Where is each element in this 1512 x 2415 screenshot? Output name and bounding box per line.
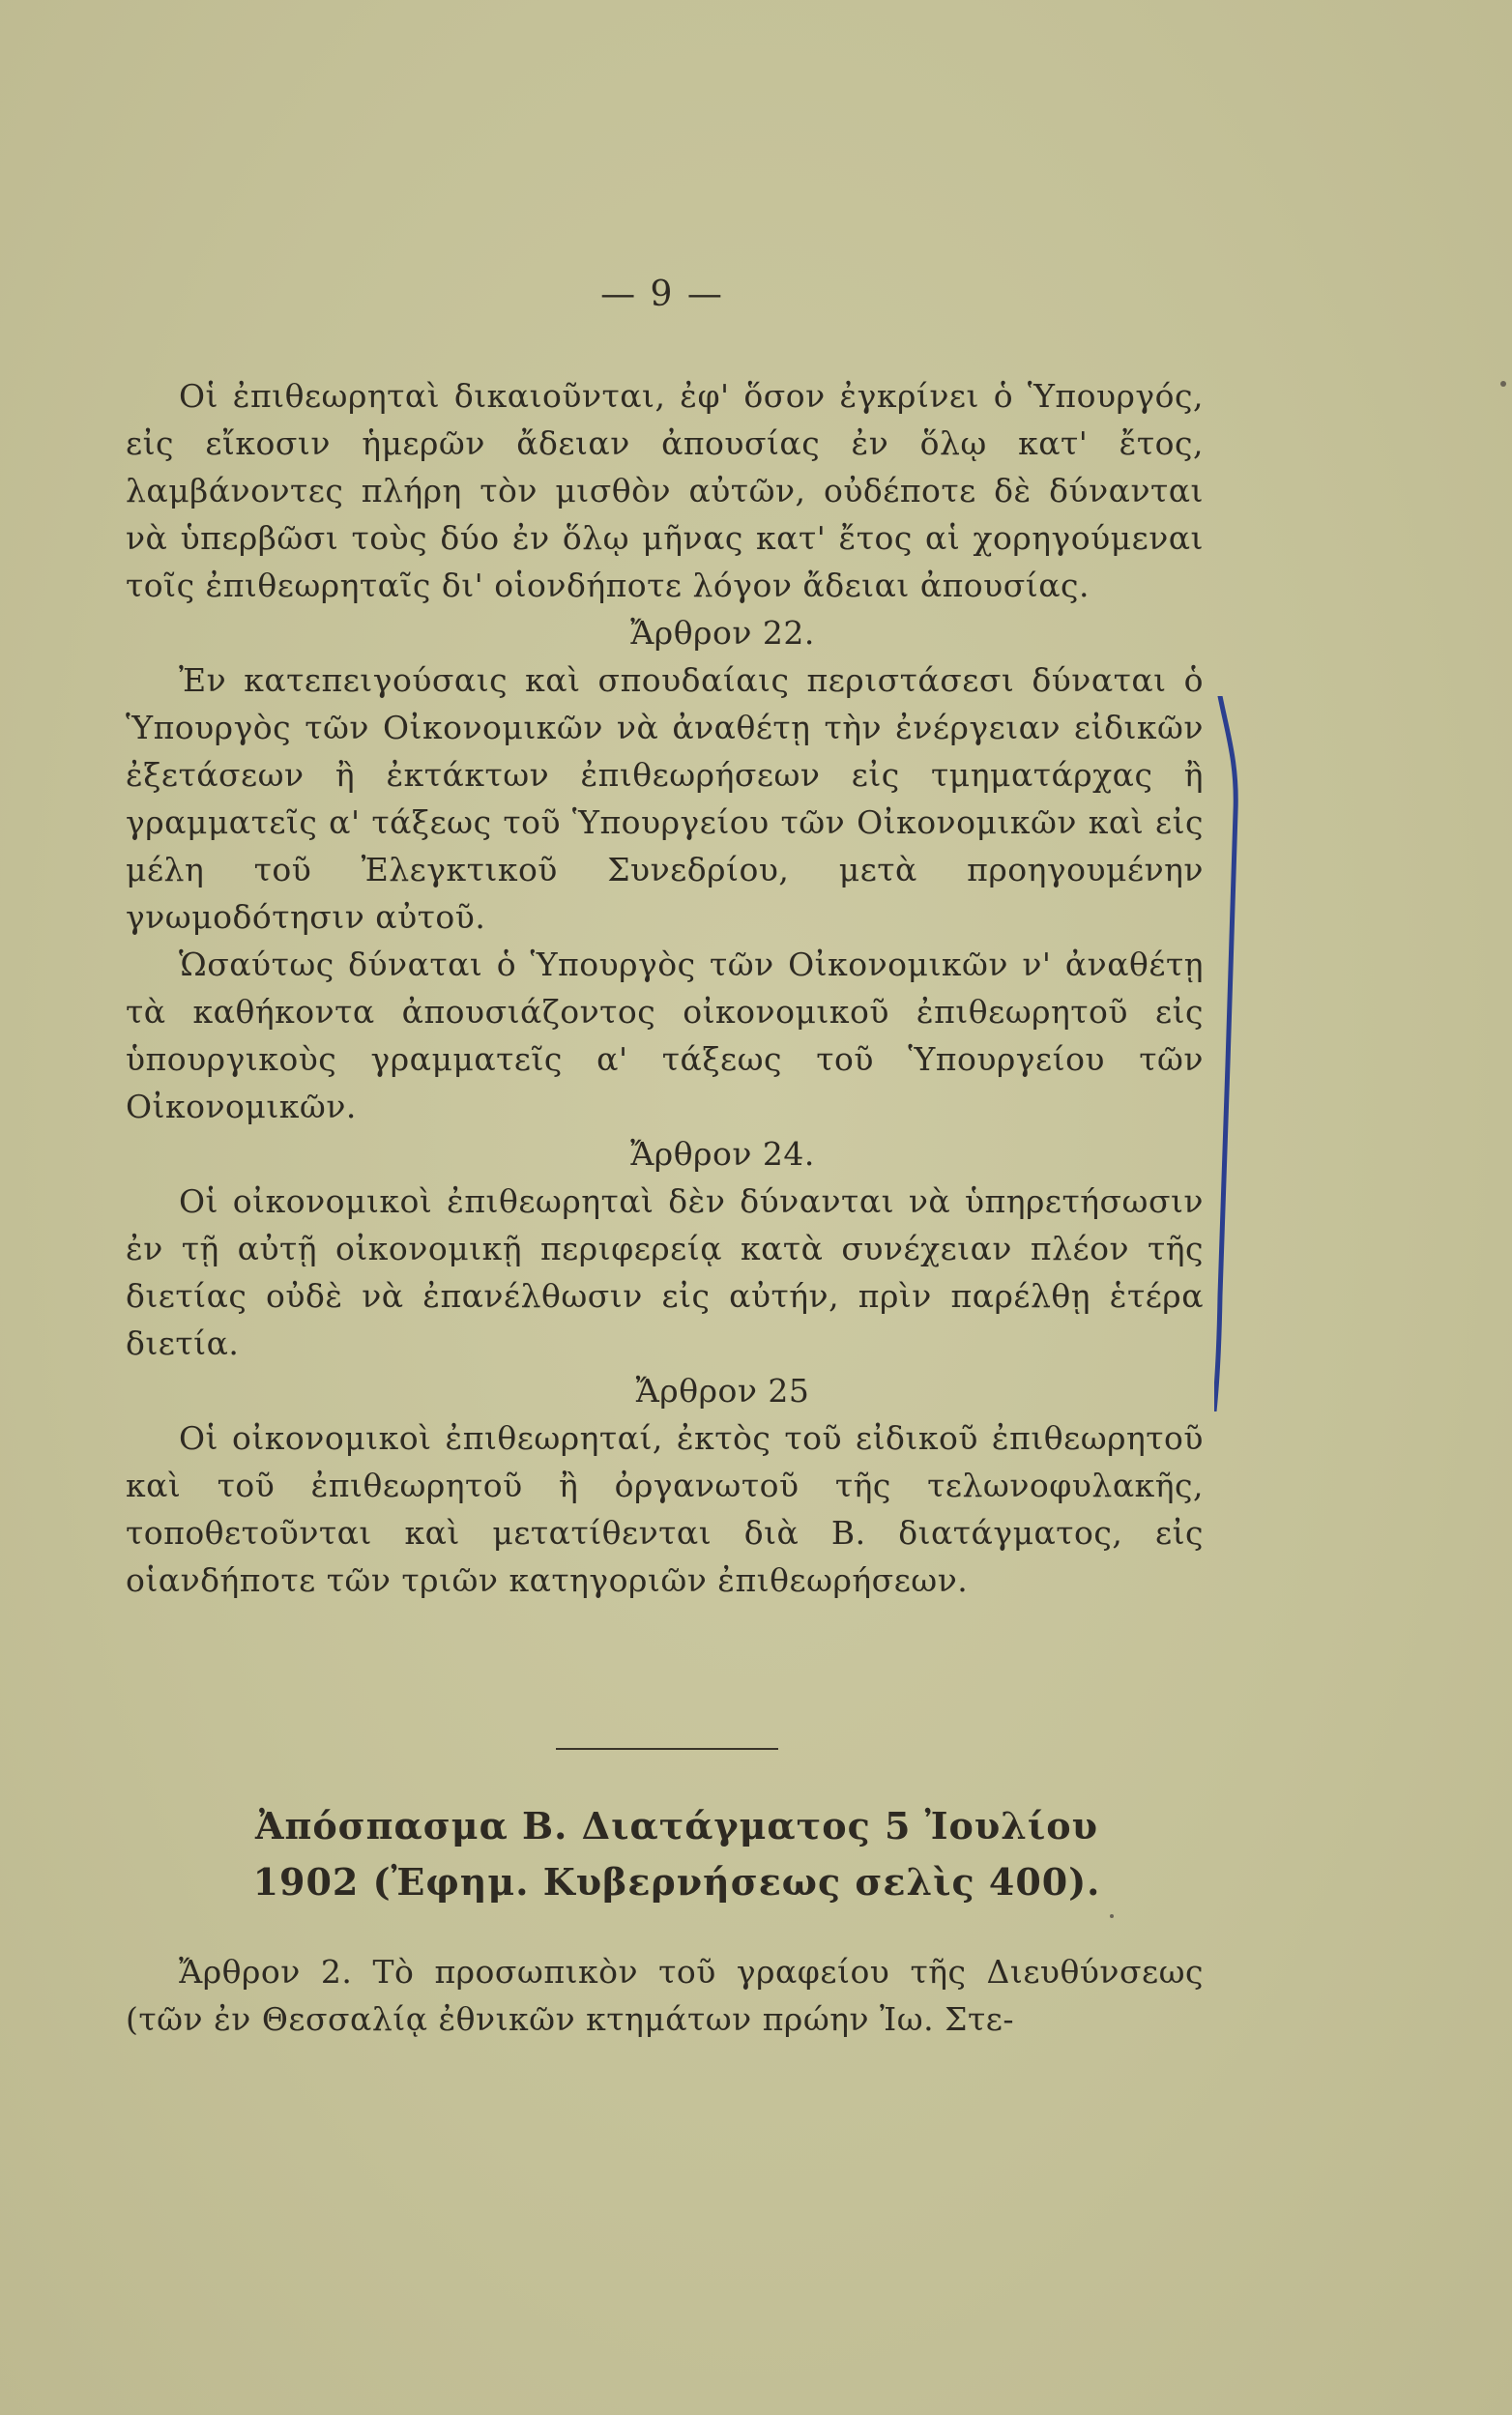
paragraph-article-24: Οἱ οἰκονομικοὶ ἐπιθεωρηταὶ δὲν δύνανται νὰ ὑπηρετήσωσιν ἐν τῇ αὐτῇ οἰκονομικῇ περιφερείᾳ κατὰ συνέχειαν πλέον τῆς διετίας οὐδὲ νὰ ἐπανέλθωσιν εἰς αὐτήν, πρὶν παρέλθῃ ἑτέρα διετία.: [126, 1182, 1204, 1362]
blue-pencil-margin-mark: [1214, 696, 1253, 1411]
article-22-heading: Ἄρθρον 22.: [630, 614, 815, 652]
paragraph-leave-of-absence: Οἱ ἐπιθεωρηταὶ δικαιοῦνται, ἐφ' ὅσον ἐγκρίνει ὁ Ὑπουργός, εἰς εἴκοσιν ἡμερῶν ἄδειαν ἀπουσίας ἐν ὅλῳ κατ' ἔτος, λαμβάνοντες πλήρη τὸν μισθὸν αὐτῶν, οὐδέποτε δὲ δύνανται νὰ ὑπερβῶσι τοὺς δύο ἐν ὅλῳ μῆνας κατ' ἔτος αἱ χορηγούμεναι τοῖς ἐπιθεωρηταῖς δι' οἱονδήποτε λόγον ἄδειαι ἀπουσίας.: [126, 377, 1204, 604]
paragraph-article-25: Οἱ οἰκονομικοὶ ἐπιθεωρηταί, ἐκτὸς τοῦ εἰδικοῦ ἐπιθεωρητοῦ καὶ τοῦ ἐπιθεωρητοῦ ἢ ὀργανωτοῦ τῆς τελωνοφυλακῆς, τοποθετοῦνται καὶ μετατίθενται διὰ Β. διατάγματος, εἰς οἱανδήποτε τῶν τριῶν κατηγοριῶν ἐπιθεωρήσεων.: [126, 1419, 1204, 1599]
article-25-heading: Ἄρθρον 25: [635, 1372, 810, 1410]
decree-title-line-1: Ἀπόσπασμα Β. Διατάγματος 5 Ἰουλίου: [255, 1804, 1098, 1848]
paper-speck: [1110, 1914, 1114, 1918]
paper-speck: [1500, 381, 1506, 387]
decree-title: [145, 1798, 1208, 1910]
article-24-heading: Ἄρθρον 24.: [630, 1135, 815, 1173]
main-text: [126, 372, 1204, 1604]
decree-article-2: Ἄρθρον 2. Τὸ προσωπικὸν τοῦ γραφείου τῆς Διευθύνσεως (τῶν ἐν Θεσσαλίᾳ ἐθνικῶν κτημάτων πρώην Ἰω. Στε-: [126, 1953, 1204, 2038]
paragraph-article-22-b: Ὡσαύτως δύναται ὁ Ὑπουργὸς τῶν Οἰκονομικῶν ν' ἀναθέτῃ τὰ καθήκοντα ἀπουσιάζοντος οἰκονομικοῦ ἐπιθεωρητοῦ εἰς ὑπουργικοὺς γραμματεῖς α' τάξεως τοῦ Ὑπουργείου τῶν Οἰκονομικῶν.: [126, 946, 1204, 1125]
decree-body: [126, 1948, 1204, 2043]
decree-title-line-2: 1902 (Ἐφημ. Κυβερνήσεως σελὶς 400).: [252, 1860, 1101, 1904]
section-divider: [556, 1748, 778, 1750]
paragraph-article-22-a: Ἐν κατεπειγούσαις καὶ σπουδαίαις περιστάσεσι δύναται ὁ Ὑπουργὸς τῶν Οἰκονομικῶν νὰ ἀναθέτῃ τὴν ἐνέργειαν εἰδικῶν ἐξετάσεων ἢ ἐκτάκτων ἐπιθεωρήσεων εἰς τμηματάρχας ἢ γραμματεῖς α' τάξεως τοῦ Ὑπουργείου τῶν Οἰκονομικῶν καὶ εἰς μέλη τοῦ Ἐλεγκτικοῦ Συνεδρίου, μετὰ προηγουμένην γνωμοδότησιν αὐτοῦ.: [126, 661, 1204, 936]
page-number: — 9 —: [600, 275, 724, 314]
